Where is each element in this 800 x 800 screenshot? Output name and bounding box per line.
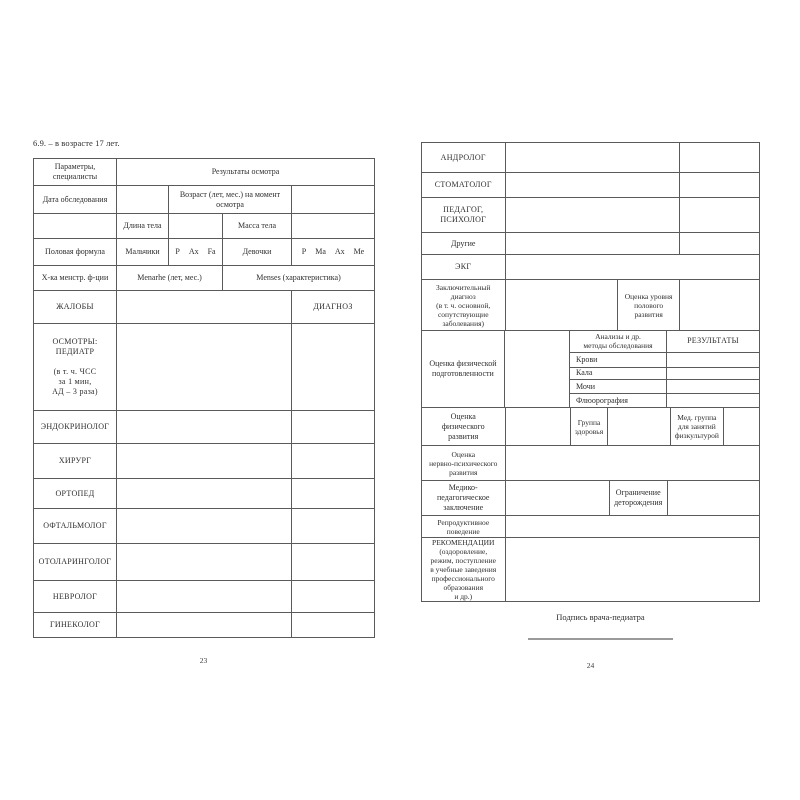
- empty-cell: [117, 186, 169, 214]
- table-row: [422, 331, 759, 408]
- empty-cell: [680, 173, 759, 197]
- girls-formula-cell: Р Ма Ах Ме: [292, 239, 375, 266]
- table-row: [422, 280, 759, 331]
- table-row: [422, 481, 759, 516]
- empty-cell: [117, 411, 292, 444]
- empty-cell: [506, 538, 759, 601]
- empty-cell: [169, 214, 223, 239]
- empty-cell: [608, 408, 671, 445]
- table-row: [34, 214, 375, 239]
- empty-cell: [292, 214, 375, 239]
- empty-cell: [506, 280, 618, 330]
- empty-cell: [506, 481, 610, 515]
- table-row: [422, 198, 759, 233]
- empty-cell: [292, 444, 375, 479]
- empty-cell: [506, 143, 681, 172]
- recommendations-label-cell: РЕКОМЕНДАЦИИ (оздоровление, режим, поступление в учебные заведения профессионального образования и др.): [422, 538, 506, 601]
- boys-label-cell: Мальчики: [117, 239, 169, 266]
- girls-label-cell: Девочки: [223, 239, 292, 266]
- specialist-orthopedist-cell: ОРТОПЕД: [34, 479, 117, 509]
- right-page-number: 24: [586, 661, 595, 670]
- table-row: [34, 581, 375, 613]
- empty-cell: [117, 613, 292, 638]
- specialist-andrologist-cell: АНДРОЛОГ: [422, 143, 506, 172]
- analyses-subtable: [570, 331, 759, 407]
- exam-date-label-cell: Дата обследования: [34, 186, 117, 214]
- physical-development-label-cell: Оценка физического развития: [422, 408, 506, 445]
- empty-cell: [292, 479, 375, 509]
- stool-analysis-cell: Кала: [570, 368, 667, 380]
- empty-cell: [680, 198, 759, 232]
- empty-cell: [292, 411, 375, 444]
- empty-cell: [506, 446, 759, 480]
- subtable-row: [570, 368, 759, 381]
- blood-analysis-cell: Крови: [570, 353, 667, 367]
- section-heading: 6.9. – в возрасте 17 лет.: [33, 138, 120, 148]
- empty-cell: [117, 479, 292, 509]
- table-row: [422, 173, 759, 198]
- empty-cell: [667, 380, 759, 393]
- table-row: [422, 143, 759, 173]
- empty-cell: [506, 516, 759, 537]
- other-specialists-cell: Другие: [422, 233, 506, 254]
- table-row: [34, 411, 375, 444]
- specialist-ophthalmologist-cell: ОФТАЛЬМОЛОГ: [34, 509, 117, 544]
- empty-cell: [724, 408, 759, 445]
- pe-group-cell: Мед. группа для занятий физкультурой: [671, 408, 725, 445]
- analyses-methods-header-cell: Анализы и др. методы обследования: [570, 331, 667, 352]
- table-row: [34, 239, 375, 266]
- age-at-exam-cell: Возраст (лет, мес.) на момент осмотра: [169, 186, 292, 214]
- table-row: [34, 613, 375, 638]
- table-row: [422, 446, 759, 481]
- empty-cell: [292, 544, 375, 581]
- menstrual-label-cell: Х-ка менстр. ф-ции: [34, 266, 117, 291]
- table-row: [34, 186, 375, 214]
- table-row: [34, 266, 375, 291]
- results-header-cell: Результаты осмотра: [117, 159, 375, 186]
- medical-pedagogical-conclusion-label-cell: Медико- педагогическое заключение: [422, 481, 506, 515]
- results-header-cell: РЕЗУЛЬТАТЫ: [687, 336, 739, 346]
- sex-formula-label-cell: Половая формула: [34, 239, 117, 266]
- table-row: [34, 324, 375, 411]
- physical-fitness-label-cell: Оценка физической подготовленности: [422, 331, 505, 407]
- empty-cell: [667, 394, 759, 407]
- left-page-table: [33, 158, 375, 638]
- table-row: [34, 509, 375, 544]
- empty-cell: [506, 233, 681, 254]
- ecg-label-cell: ЭКГ: [422, 255, 506, 279]
- complaints-label-cell: ЖАЛОБЫ: [34, 291, 117, 324]
- empty-cell: [506, 255, 759, 279]
- health-group-cell: Группа здоровья: [571, 408, 608, 445]
- empty-cell: [506, 198, 681, 232]
- specialist-neurologist-cell: НЕВРОЛОГ: [34, 581, 117, 613]
- pediatrician-exam-label-cell: ОСМОТРЫ: ПЕДИАТР (в т. ч. ЧСС за 1 мин, АД – 3 раза): [34, 324, 117, 411]
- table-row: [422, 408, 759, 446]
- table-row: [422, 233, 759, 255]
- neuro-psychic-development-label-cell: Оценка нервно-психического развития: [422, 446, 506, 480]
- params-header-cell: Параметры, специалисты: [34, 159, 117, 186]
- table-row: [34, 291, 375, 324]
- empty-cell: [292, 613, 375, 638]
- table-row: [422, 516, 759, 538]
- empty-cell: [680, 280, 759, 330]
- table-row: [422, 255, 759, 280]
- subtable-header-row: [570, 331, 759, 353]
- empty-cell: [292, 509, 375, 544]
- subtable-row: [570, 394, 759, 407]
- table-row: [422, 538, 759, 601]
- specialist-otolaryngologist-cell: ОТОЛАРИНГОЛОГ: [34, 544, 117, 581]
- empty-cell: [117, 291, 292, 324]
- boys-formula-cell: Р Ах Fa: [169, 239, 223, 266]
- table-row: [34, 444, 375, 479]
- urine-analysis-cell: Мочи: [570, 380, 667, 393]
- empty-cell: [506, 408, 572, 445]
- empty-cell: [292, 186, 375, 214]
- final-diagnosis-label-cell: Заключительный диагноз (в т. ч. основной, сопутствующие заболевания): [422, 280, 506, 330]
- empty-cell: [667, 368, 759, 380]
- empty-cell: [292, 581, 375, 613]
- empty-cell: [668, 481, 759, 515]
- empty-cell: [667, 353, 759, 367]
- fluorography-cell: Флюорография: [570, 394, 667, 407]
- menarhe-cell: Menarhe (лет, мес.): [117, 266, 223, 291]
- pediatrician-signature-label: Подпись врача-педиатра: [556, 612, 645, 622]
- empty-cell: [34, 214, 117, 239]
- empty-cell: [680, 233, 759, 254]
- specialist-surgeon-cell: ХИРУРГ: [34, 444, 117, 479]
- empty-cell: [680, 143, 759, 172]
- reproductive-behavior-label-cell: Репродуктивное поведение: [422, 516, 506, 537]
- right-page-table: [421, 142, 760, 602]
- empty-cell: [117, 444, 292, 479]
- body-mass-cell: Масса тела: [223, 214, 292, 239]
- empty-cell: [117, 509, 292, 544]
- specialist-gynecologist-cell: ГИНЕКОЛОГ: [34, 613, 117, 638]
- empty-cell: [117, 324, 292, 411]
- left-page-number: 23: [199, 656, 208, 665]
- empty-cell: [117, 581, 292, 613]
- menses-cell: Menses (характеристика): [223, 266, 375, 291]
- sexual-development-assessment-cell: Оценка уровня полового развития: [618, 280, 681, 330]
- body-length-cell: Длина тела: [117, 214, 169, 239]
- table-row: [34, 479, 375, 509]
- subtable-row: [570, 353, 759, 368]
- empty-cell: [117, 544, 292, 581]
- birth-restriction-cell: Ограничение деторождения: [610, 481, 668, 515]
- empty-cell: [292, 324, 375, 411]
- signature-line: [528, 638, 673, 640]
- subtable-row: [570, 380, 759, 394]
- specialist-endocrinologist-cell: ЭНДОКРИНОЛОГ: [34, 411, 117, 444]
- specialist-pedagogue-psychologist-cell: ПЕДАГОГ, ПСИХОЛОГ: [422, 198, 506, 232]
- empty-cell: [505, 331, 570, 407]
- empty-cell: [506, 173, 681, 197]
- specialist-dentist-cell: СТОМАТОЛОГ: [422, 173, 506, 197]
- table-row: [34, 159, 375, 186]
- diagnosis-label-cell: ДИАГНОЗ: [292, 291, 375, 324]
- table-row: [34, 544, 375, 581]
